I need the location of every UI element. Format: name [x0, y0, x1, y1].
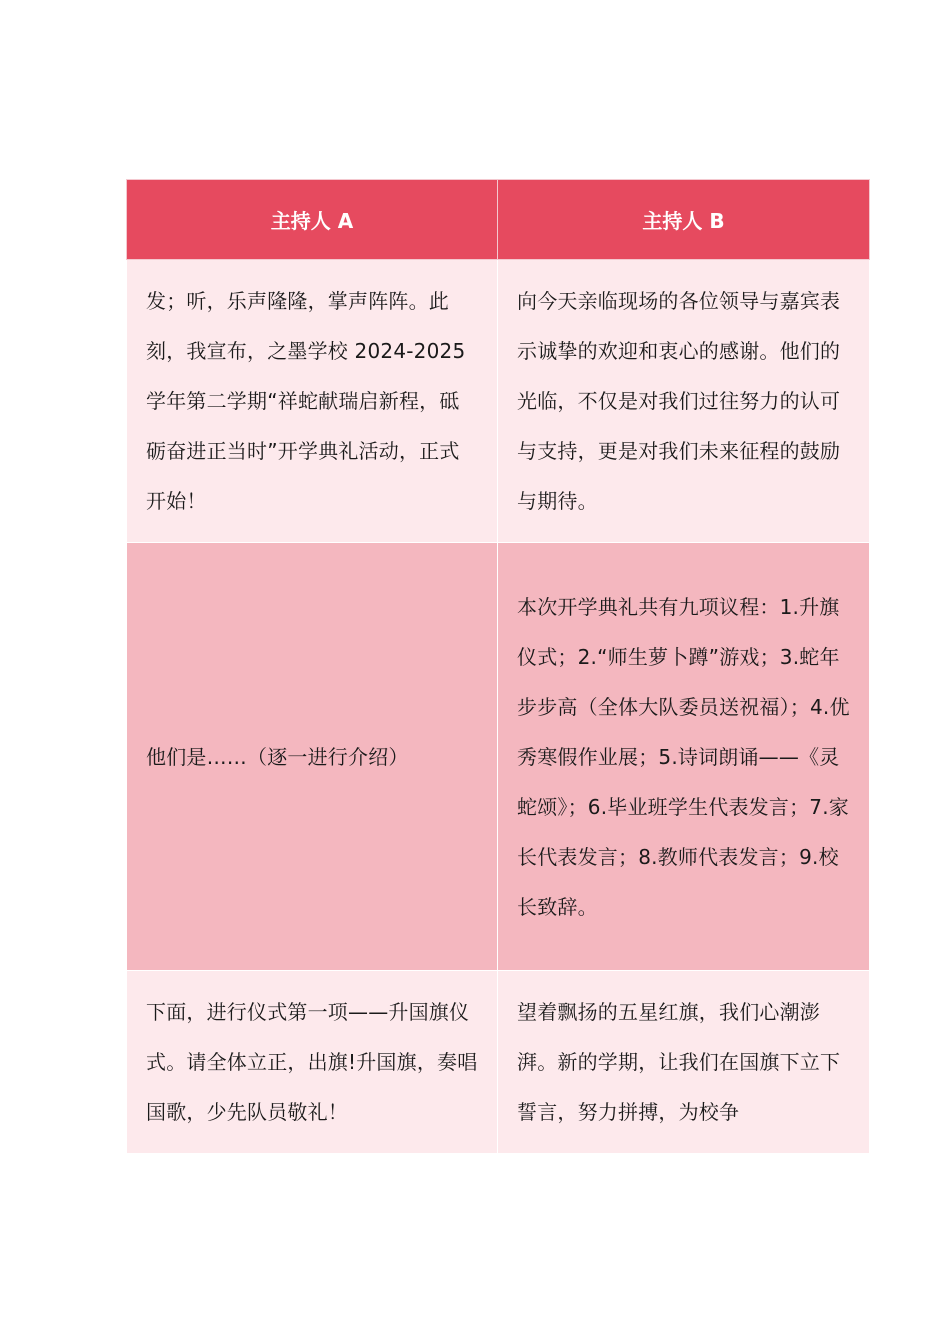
host-script-table [126, 179, 870, 1154]
cell-host-a-line-2: 他们是……（逐一进行介绍） [127, 543, 498, 971]
table-row [127, 543, 870, 971]
table-row [127, 971, 870, 1154]
cell-host-b-line-2: 本次开学典礼共有九项议程：1.升旗仪式；2.“师生萝卜蹲”游戏；3.蛇年步步高（全体大队委员送祝福）；4.优秀寒假作业展；5.诗词朗诵——《灵蛇颂》；6.毕业班学生代表发言；7.家长代表发言；8.教师代表发言；9.校长致辞。 [498, 543, 870, 971]
header-host-a: 主持人 A [127, 180, 498, 260]
header-host-b: 主持人 B [498, 180, 870, 260]
table-header-row [127, 180, 870, 260]
cell-host-a-line-3: 下面，进行仪式第一项——升国旗仪式。请全体立正，出旗!升国旗，奏唱国歌，少先队员敬礼！ [127, 971, 498, 1154]
cell-host-a-line-1: 发；听，乐声隆隆，掌声阵阵。此刻，我宣布，之墨学校 2024-2025 学年第二学期“祥蛇献瑞启新程，砥砺奋进正当时”开学典礼活动，正式开始！ [127, 260, 498, 543]
cell-host-b-line-1: 向今天亲临现场的各位领导与嘉宾表示诚挚的欢迎和衷心的感谢。他们的光临，不仅是对我们过往努力的认可与支持，更是对我们未来征程的鼓励与期待。 [498, 260, 870, 543]
cell-host-b-line-3: 望着飘扬的五星红旗，我们心潮澎湃。新的学期，让我们在国旗下立下誓言，努力拼搏，为校争 [498, 971, 870, 1154]
table-row [127, 260, 870, 543]
